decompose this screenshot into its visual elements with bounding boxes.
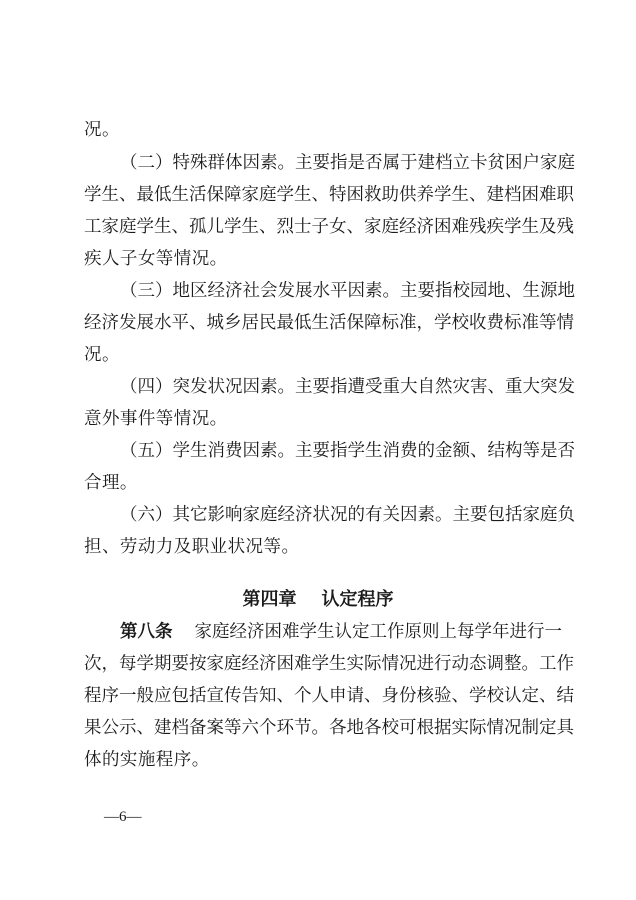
- chapter-number: 第四章: [242, 589, 297, 610]
- paragraph-line: 程序一般应包括宣传告知、个人申请、身份核验、学校认定、结: [84, 686, 574, 706]
- paragraph-line: （二）特殊群体因素。主要指是否属于建档立卡贫困户家庭: [120, 153, 575, 173]
- chapter-title: 认定程序: [321, 589, 394, 610]
- chapter-heading: [0, 589, 636, 611]
- paragraph-line: 体的实施程序。: [84, 750, 210, 770]
- paragraph-line: 意外事件等情况。: [84, 409, 228, 429]
- paragraph-line: 担、劳动力及职业状况等。: [84, 537, 300, 557]
- paragraph-line: 学生、最低生活保障家庭学生、特困救助供养学生、建档困难职: [84, 185, 574, 205]
- article-first-line: [120, 622, 562, 642]
- paragraph-line: （五）学生消费因素。主要指学生消费的金额、结构等是否: [120, 441, 575, 461]
- paragraph-line: 况。: [84, 120, 120, 140]
- paragraph-line: 合理。: [84, 473, 138, 493]
- paragraph-line: （四）突发状况因素。主要指遭受重大自然灾害、重大突发: [120, 377, 575, 397]
- paragraph-line: （三）地区经济社会发展水平因素。主要指校园地、生源地: [120, 281, 575, 301]
- article-text: 家庭经济困难学生认定工作原则上每学年进行一: [194, 622, 562, 642]
- paragraph-line: （六）其它影响家庭经济状况的有关因素。主要包括家庭负: [120, 505, 575, 525]
- page-number: —6—: [104, 809, 142, 825]
- paragraph-line: 疾人子女等情况。: [84, 249, 228, 269]
- paragraph-line: 况。: [84, 345, 120, 365]
- paragraph-line: 果公示、建档备案等六个环节。各地各校可根据实际情况制定具: [84, 718, 574, 738]
- paragraph-line: 次，每学期要按家庭经济困难学生实际情况进行动态调整。工作: [84, 654, 574, 674]
- paragraph-line: 经济发展水平、城乡居民最低生活保障标准，学校收费标准等情: [84, 313, 574, 333]
- article-title: 第八条: [120, 622, 173, 642]
- paragraph-line: 工家庭学生、孤儿学生、烈士子女、家庭经济困难残疾学生及残: [84, 217, 574, 237]
